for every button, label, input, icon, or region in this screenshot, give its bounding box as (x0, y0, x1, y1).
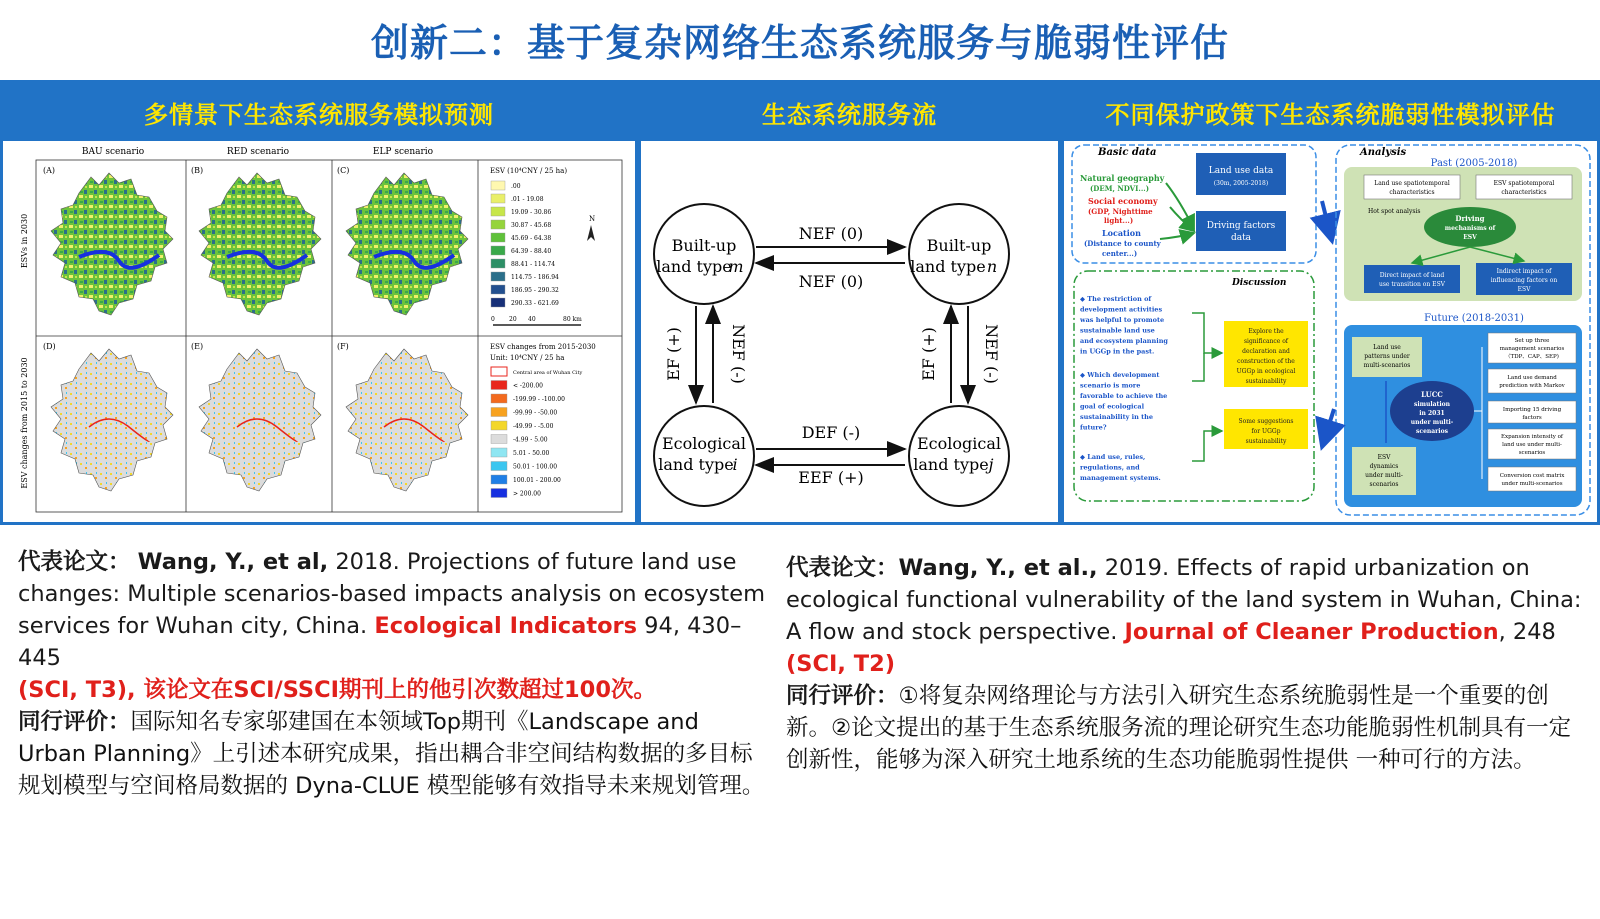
edge-label: NEF (-) (982, 324, 1001, 384)
edge-label: EEF (+) (798, 468, 864, 487)
paper-label: 代表论文： (18, 549, 131, 575)
framework-text: was helpful to promote (1080, 316, 1165, 324)
panel-letter: (A) (43, 166, 56, 175)
svg-text:ESV: ESV (1517, 286, 1531, 293)
svg-text:factors: factors (1522, 415, 1542, 421)
legend-item-label: 50.01 - 100.00 (513, 463, 558, 471)
legend-swatch (491, 435, 507, 444)
framework-text: ◆ The restriction of (1080, 295, 1152, 303)
panel-letter: (F) (337, 342, 349, 351)
legend-swatch (491, 394, 507, 403)
framework-text: management systems. (1080, 474, 1161, 482)
legend-item-label: > 200.00 (513, 490, 541, 498)
svg-text:Driving factors: Driving factors (1206, 221, 1276, 231)
legend-item-label: .01 - 19.08 (511, 196, 544, 203)
map-D (51, 349, 173, 491)
legend-item-label: 290.33 - 621.69 (511, 300, 559, 307)
svg-text:scenarios: scenarios (1369, 481, 1399, 488)
driving-factors-box (1196, 211, 1286, 251)
framework-text: in UGGp in the past. (1080, 347, 1155, 356)
svg-text:Indirect impact of: Indirect impact of (1496, 268, 1552, 275)
node-ecological-i (654, 406, 754, 506)
svg-text:n: n (986, 257, 998, 276)
legend-item-label: -199.99 - -100.00 (513, 396, 565, 403)
panel-letter: (D) (43, 342, 56, 351)
framework-text: sustainable land use (1080, 326, 1155, 335)
svg-text:land type: land type (658, 455, 734, 474)
svg-text:under multi-scenarios: under multi-scenarios (1501, 481, 1563, 487)
node-ecological-j (909, 406, 1009, 506)
peer-review-text: ①将复杂网络理论与方法引入研究生态系统脆弱性是一个重要的创新。②论文提出的基于生态系统服务流的理论研究生态功能脆弱性机制具有一定创新性，能够为深入研究土地系统的生态功能脆弱性提供 一种可行的方法。 (786, 683, 1572, 773)
legend-item-label: 5.01 - 50.00 (513, 450, 550, 457)
legend-item-label: -4.99 - 5.00 (513, 436, 548, 444)
map-E (199, 349, 321, 491)
edge-label: DEF (-) (801, 423, 861, 442)
legend-swatch (491, 462, 507, 471)
svg-text:characteristics: characteristics (1501, 189, 1547, 196)
legend-title: ESV (10⁴CNY / 25 ha) (490, 167, 568, 175)
legend-item-label: < -200.00 (513, 382, 543, 390)
panel-letter: (C) (337, 166, 350, 175)
legend-item-label: 88.41 - 114.74 (511, 261, 556, 268)
svg-text:simulation: simulation (1414, 401, 1450, 408)
paper-journal: Journal of Cleaner Production (1124, 619, 1499, 645)
framework-text: future? (1080, 423, 1107, 432)
legend-unit: Unit: 10⁴CNY / 25 ha (490, 354, 565, 362)
review-label: 同行评价 (786, 683, 877, 709)
svg-text:data: data (1230, 233, 1252, 243)
panel-scenario-simulation (0, 80, 638, 525)
scale-label: 80 km (563, 316, 582, 323)
svg-text:patterns under: patterns under (1364, 353, 1410, 360)
map-A (51, 173, 173, 315)
framework-text: ◆ Land use, rules, (1080, 453, 1146, 461)
legend-swatch (491, 285, 505, 294)
svg-text:influencing factors on: influencing factors on (1490, 277, 1558, 284)
legend-item-label: 186.95 - 290.32 (511, 287, 559, 294)
legend-swatch (491, 381, 507, 390)
framework-text: sustainability (1245, 378, 1287, 385)
svg-text:Ecological: Ecological (662, 434, 746, 453)
svg-text:(30m, 2005-2018): (30m, 2005-2018) (1213, 180, 1269, 187)
paper-index-note: (SCI, T2) (786, 651, 896, 677)
svg-text:Past (2005-2018): Past (2005-2018) (1430, 158, 1518, 169)
node-built-up-m (654, 204, 754, 304)
framework-text: construction of the (1237, 358, 1295, 365)
section-label: Basic data (1098, 147, 1157, 158)
legend-swatch (491, 489, 507, 498)
section-label: Analysis (1360, 147, 1407, 158)
svg-text:Set up three: Set up three (1514, 338, 1550, 344)
map-figure-svg (3, 141, 635, 522)
edge-label: NEF (-) (729, 324, 748, 384)
framework-text: declaration and (1242, 348, 1290, 355)
framework-text: significance of (1243, 338, 1289, 345)
legend-title: ESV changes from 2015-2030 (490, 343, 596, 351)
legend-item-label: 100.01 - 200.00 (513, 477, 561, 484)
svg-text:Land use spatiotemporal: Land use spatiotemporal (1374, 180, 1450, 187)
svg-text:characteristics: characteristics (1389, 189, 1435, 196)
legend-swatch (491, 259, 505, 268)
scale-label: 0 (491, 316, 495, 323)
svg-text:(DEM, NDVI...): (DEM, NDVI...) (1090, 184, 1150, 193)
legend-swatch (491, 367, 507, 376)
framework-text: for UGGp (1251, 428, 1281, 435)
service-flow-diagram (641, 141, 1058, 522)
svg-text:Land use: Land use (1373, 344, 1401, 351)
paper-authors: Wang, Y., et al., (898, 555, 1098, 581)
svg-text:Social economy: Social economy (1088, 196, 1158, 206)
svg-text:Direct impact of land: Direct impact of land (1379, 272, 1445, 279)
legend-item-label: 45.69 - 64.38 (511, 235, 552, 242)
framework-text: sustainability in the (1080, 413, 1153, 421)
svg-text:under multi-: under multi- (1365, 472, 1403, 479)
map-F (346, 349, 468, 491)
svg-text:Built-up: Built-up (671, 236, 737, 255)
panel-header: 多情景下生态系统服务模拟预测 (3, 83, 635, 141)
svg-text:Land use data: Land use data (1208, 166, 1274, 176)
north-arrow-icon (587, 225, 595, 241)
paper-authors: Wang, Y., et al, (137, 549, 329, 575)
svg-text:ESV: ESV (1463, 234, 1477, 241)
svg-text:land use under multi-: land use under multi- (1502, 442, 1562, 448)
svg-text:m: m (728, 257, 744, 276)
node-built-up-n (909, 204, 1009, 304)
svg-text:dynamics: dynamics (1369, 463, 1399, 470)
edge-label: NEF (0) (798, 224, 864, 243)
left-paper-block: 代表论文： Wang, Y., et al, 2018. Projections of future land use changes: Multiple scenarios-based impacts analysis on ecosystem services for Wuhan city, China. Ecological Indicators 94, 430–445 (SCI, T3), 该论文在SCI/SSCI期刊上的他引次数超过100次。 同行评价：国际知名专家邬建国在本领域Top期刊《Landscape and Urban Planning》上引述本研究成果，指出耦合非空间结构数据的多目标规划模型与空间格局数据的 Dyna-CLUE 模型能够有效指导未来规划管理。 (18, 549, 766, 799)
legend-swatch (491, 246, 505, 255)
paper-pages: 94, 430–445 (18, 613, 742, 671)
framework-text: development activities (1080, 305, 1163, 314)
framework-text: Explore the (1248, 328, 1284, 335)
svg-text:Hot spot analysis: Hot spot analysis (1368, 208, 1421, 215)
figure-strip (0, 80, 1600, 525)
legend-esv-change (490, 343, 596, 498)
scenario-title: RED scenario (226, 147, 290, 157)
framework-text: ◆ Which development (1080, 371, 1160, 379)
legend-item-label: 19.09 - 30.86 (511, 209, 552, 216)
framework-text: regulations, and (1080, 463, 1140, 472)
legend-swatch (491, 207, 505, 216)
panel-letter: (B) (191, 166, 204, 175)
svg-text:land type: land type (910, 257, 986, 276)
legend-swatch (491, 448, 507, 457)
svg-text:Built-up: Built-up (926, 236, 992, 255)
paper-journal: Ecological Indicators (374, 613, 638, 639)
legend-item-label: 114.75 - 186.94 (511, 274, 559, 281)
row-label: ESVs in 2030 (20, 213, 29, 269)
legend-swatch (491, 194, 505, 203)
svg-text:use transition on ESV: use transition on ESV (1378, 281, 1446, 288)
legend-esv (490, 167, 595, 325)
svg-text:Natural geography: Natural geography (1080, 173, 1165, 183)
panel-letter: (E) (191, 342, 204, 351)
svg-text:Location: Location (1102, 228, 1141, 238)
vulnerability-framework (1064, 141, 1597, 522)
legend-item-label: Central area of Wuhan City (513, 370, 583, 376)
svg-text:scenarios: scenarios (1518, 450, 1546, 456)
framework-text: scenario is more (1080, 381, 1141, 390)
svg-text:in 2031: in 2031 (1419, 410, 1445, 417)
legend-swatch (491, 220, 505, 229)
svg-text:scenarios: scenarios (1416, 428, 1448, 435)
svg-text:center...): center...) (1102, 249, 1138, 258)
svg-text:ESV spatiotemporal: ESV spatiotemporal (1493, 180, 1555, 187)
framework-text: goal of ecological (1080, 402, 1145, 411)
svg-text:j: j (988, 455, 994, 474)
peer-review-text: 国际知名专家邬建国在本领域Top期刊《Landscape and Urban Planning》上引述本研究成果，指出耦合非空间结构数据的多目标规划模型与空间格局数据的 Dyna-CLUE 模型能够有效指导未来规划管理。 (18, 709, 765, 799)
svg-text:Ecological: Ecological (917, 434, 1001, 453)
edge-label: EF (+) (919, 327, 938, 381)
svg-text:multi-scenarios: multi-scenarios (1363, 362, 1411, 369)
scenario-title: BAU scenario (81, 147, 145, 157)
svg-text:(GDP, Nighttime: (GDP, Nighttime (1088, 207, 1153, 216)
slide-title: 创新二：基于复杂网络生态系统服务与脆弱性评估 (370, 21, 1229, 65)
svg-text:land type: land type (913, 455, 989, 474)
scale-label: 20 (509, 316, 517, 323)
legend-item-label: 64.39 - 88.40 (511, 248, 552, 255)
legend-swatch (491, 298, 505, 307)
svg-text:（TDP、CAP、SEP): （TDP、CAP、SEP) (1505, 354, 1559, 360)
map-B (199, 173, 321, 315)
panel-service-flow (638, 80, 1061, 525)
map-C (346, 173, 468, 315)
svg-text:Driving: Driving (1455, 214, 1485, 223)
svg-text:Land use demand: Land use demand (1507, 375, 1557, 381)
review-label: 同行评价 (18, 709, 109, 735)
panel-vulnerability (1061, 80, 1600, 525)
section-label: Discussion (1232, 278, 1287, 288)
framework-text: Some suggestions (1238, 418, 1294, 425)
paper-citation: 2019. Effects of rapid urbanization on ecological functional vulnerability of the land system in Wuhan, China: A flow and stock perspective. (786, 555, 1582, 645)
right-paper-block: 代表论文：Wang, Y., et al., 2019. Effects of rapid urbanization on ecological functional vulnerability of the land system in Wuhan, China: A flow and stock perspective. Journal of Cleaner Production, 248 (SCI, T2) 同行评价：①将复杂网络理论与方法引入研究生态系统脆弱性是一个重要的创新。②论文提出的基于生态系统服务流的理论研究生态功能脆弱性机制具有一定创新性，能够为深入研究土地系统的生态功能脆弱性提供 一种可行的方法。 (786, 555, 1582, 773)
svg-text:Future (2018-2031): Future (2018-2031) (1424, 313, 1524, 324)
framework-text: sustainability (1245, 438, 1287, 445)
legend-swatch (491, 233, 505, 242)
paper-pages: , 248 (1498, 619, 1556, 645)
north-arrow-label: N (589, 215, 596, 223)
legend-swatch (491, 421, 507, 430)
svg-text:mechanisms of: mechanisms of (1444, 225, 1496, 232)
scale-label: 40 (528, 316, 536, 323)
row-label: ESV changes from 2015 to 2030 (20, 357, 29, 489)
svg-text:land type: land type (656, 257, 732, 276)
legend-swatch (491, 272, 505, 281)
svg-text:under multi-: under multi- (1410, 419, 1454, 426)
panel-header: 不同保护政策下生态系统脆弱性模拟评估 (1064, 83, 1597, 141)
framework-text: UGGp in ecological (1236, 368, 1296, 375)
flow-diagram-svg (641, 141, 1058, 522)
svg-text:LUCC: LUCC (1421, 390, 1443, 399)
svg-text:prediction with Markov: prediction with Markov (1499, 383, 1565, 389)
framework-svg (1064, 141, 1597, 522)
paper-index-note: (SCI, T3), 该论文在SCI/SSCI期刊上的他引次数超过100次。 (18, 677, 656, 703)
svg-text:management scenarios: management scenarios (1499, 346, 1565, 352)
panel-header: 生态系统服务流 (641, 83, 1058, 141)
edge-label: NEF (0) (798, 272, 864, 291)
legend-swatch (491, 408, 507, 417)
legend-item-label: .00 (511, 183, 521, 190)
scenario-title: ELP scenario (372, 147, 434, 157)
svg-text:ESV: ESV (1377, 454, 1391, 461)
svg-text:i: i (732, 455, 738, 474)
framework-text: favorable to achieve the (1080, 392, 1168, 400)
legend-item-label: -49.99 - -5.00 (513, 423, 554, 430)
edge-label: EF (+) (664, 327, 683, 381)
svg-text:light...): light...) (1104, 216, 1134, 225)
legend-item-label: -99.99 - -50.00 (513, 409, 558, 417)
legend-item-label: 30.87 - 45.68 (511, 222, 552, 229)
framework-text: and ecosystem planning (1080, 337, 1168, 345)
svg-text:Importing 15 driving: Importing 15 driving (1502, 407, 1562, 413)
legend-swatch (491, 181, 505, 190)
svg-text:Expansion intensity of: Expansion intensity of (1501, 434, 1563, 440)
paper-citation: 2018. Projections of future land use changes: Multiple scenarios-based impacts analysis on ecosystem services for Wuhan city, China. (18, 549, 766, 639)
scenario-map-figure (3, 141, 635, 522)
svg-text:Conversion cost matrix: Conversion cost matrix (1499, 473, 1565, 479)
svg-text:(Distance to county: (Distance to county (1084, 239, 1161, 248)
paper-label: 代表论文： (786, 555, 899, 581)
legend-swatch (491, 475, 507, 484)
